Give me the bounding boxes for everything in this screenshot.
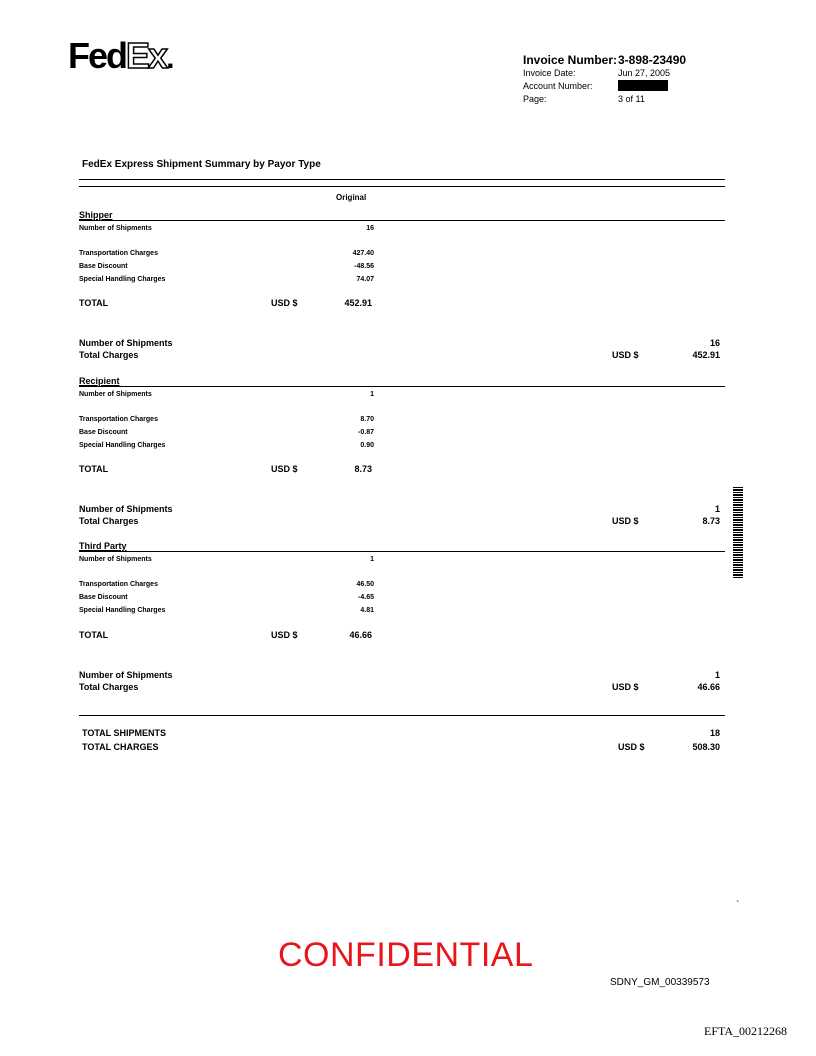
- summary-title: FedEx Express Shipment Summary by Payor Type: [82, 159, 321, 170]
- recipient-group-currency: USD $: [612, 516, 639, 526]
- recipient-total-label: TOTAL: [79, 464, 109, 474]
- confidential-stamp: CONFIDENTIAL: [278, 936, 534, 974]
- grand-total-rule: [79, 715, 725, 716]
- bates-number: SDNY_GM_00339573: [610, 977, 710, 988]
- total-shipments: 18: [709, 728, 720, 738]
- shipper-transport-label: Transportation Charges: [79, 250, 158, 257]
- recipient-total-currency: USD $: [271, 464, 298, 474]
- page-label: Page:: [523, 94, 547, 104]
- shipper-group-charges-label: Total Charges: [79, 350, 139, 360]
- logo-fed: Fed: [68, 35, 127, 76]
- recipient-discount: -0.87: [358, 429, 374, 436]
- third-party-group-currency: USD $: [612, 682, 639, 692]
- recipient-total: 8.73: [354, 464, 372, 474]
- recipient-discount-label: Base Discount: [79, 429, 128, 436]
- section-rule-third-party: [79, 551, 725, 552]
- third-party-total: 46.66: [349, 630, 372, 640]
- recipient-transport: 8.70: [360, 416, 374, 423]
- side-barcode: [733, 487, 743, 579]
- shipper-transport: 427.40: [352, 250, 374, 257]
- third-party-group-charges: 46.66: [697, 682, 720, 692]
- section-title-third-party: Third Party: [79, 541, 127, 551]
- shipper-num-shipments: 16: [366, 225, 374, 232]
- section-rule-recipient: [79, 386, 725, 387]
- shipper-group-charges: 452.91: [692, 350, 720, 360]
- third-party-transport: 46.50: [356, 581, 374, 588]
- logo-dot: .: [166, 42, 173, 75]
- total-charges: 508.30: [692, 742, 720, 752]
- shipper-group-currency: USD $: [612, 350, 639, 360]
- column-header-original: Original: [336, 193, 367, 202]
- section-title-recipient: Recipient: [79, 376, 120, 386]
- third-party-num-shipments-label: Number of Shipments: [79, 556, 152, 563]
- invoice-date-label: Invoice Date:: [523, 68, 576, 78]
- section-title-shipper: Shipper: [79, 210, 113, 220]
- third-party-special-label: Special Handling Charges: [79, 607, 166, 614]
- efta-number: EFTA_00212268: [704, 1024, 788, 1038]
- shipper-num-shipments-label: Number of Shipments: [79, 225, 152, 232]
- recipient-special: 0.90: [360, 442, 374, 449]
- third-party-special: 4.81: [360, 607, 374, 614]
- shipper-group-shipments-label: Number of Shipments: [79, 338, 173, 348]
- recipient-transport-label: Transportation Charges: [79, 416, 158, 423]
- shipper-discount-label: Base Discount: [79, 263, 128, 270]
- recipient-special-label: Special Handling Charges: [79, 442, 166, 449]
- shipper-total-label: TOTAL: [79, 298, 109, 308]
- top-rule-second: [79, 186, 725, 187]
- shipper-special-label: Special Handling Charges: [79, 276, 166, 283]
- total-charges-currency: USD $: [618, 742, 645, 752]
- total-shipments-label: TOTAL SHIPMENTS: [82, 728, 167, 738]
- third-party-discount-label: Base Discount: [79, 594, 128, 601]
- account-number-label: Account Number:: [523, 81, 593, 91]
- section-rule-shipper: [79, 220, 725, 221]
- account-number-redaction: [618, 80, 668, 91]
- page-number: 3 of 11: [618, 94, 645, 104]
- shipper-special: 74.07: [356, 276, 374, 283]
- invoice-number: 3-898-23490: [618, 53, 687, 67]
- recipient-group-charges: 8.73: [702, 516, 720, 526]
- third-party-num-shipments: 1: [370, 556, 374, 563]
- stray-mark: `: [736, 900, 740, 911]
- recipient-group-shipments: 1: [714, 504, 720, 514]
- total-charges-label: TOTAL CHARGES: [82, 742, 159, 752]
- recipient-group-shipments-label: Number of Shipments: [79, 504, 173, 514]
- recipient-group-charges-label: Total Charges: [79, 516, 139, 526]
- shipper-total: 452.91: [344, 298, 372, 308]
- recipient-num-shipments-label: Number of Shipments: [79, 391, 152, 398]
- third-party-total-currency: USD $: [271, 630, 298, 640]
- third-party-total-label: TOTAL: [79, 630, 109, 640]
- logo-ex: Ex: [126, 35, 167, 76]
- third-party-group-shipments: 1: [714, 670, 720, 680]
- shipper-group-shipments: 16: [709, 338, 720, 348]
- shipper-total-currency: USD $: [271, 298, 298, 308]
- third-party-transport-label: Transportation Charges: [79, 581, 158, 588]
- recipient-num-shipments: 1: [370, 391, 374, 398]
- third-party-group-shipments-label: Number of Shipments: [79, 670, 173, 680]
- invoice-date: Jun 27, 2005: [618, 68, 671, 78]
- fedex-logo: [68, 35, 173, 76]
- invoice-number-label: Invoice Number:: [523, 53, 618, 67]
- third-party-group-charges-label: Total Charges: [79, 682, 139, 692]
- shipper-discount: -48.56: [354, 263, 374, 270]
- top-rule: [79, 179, 725, 180]
- third-party-discount: -4.65: [358, 594, 374, 601]
